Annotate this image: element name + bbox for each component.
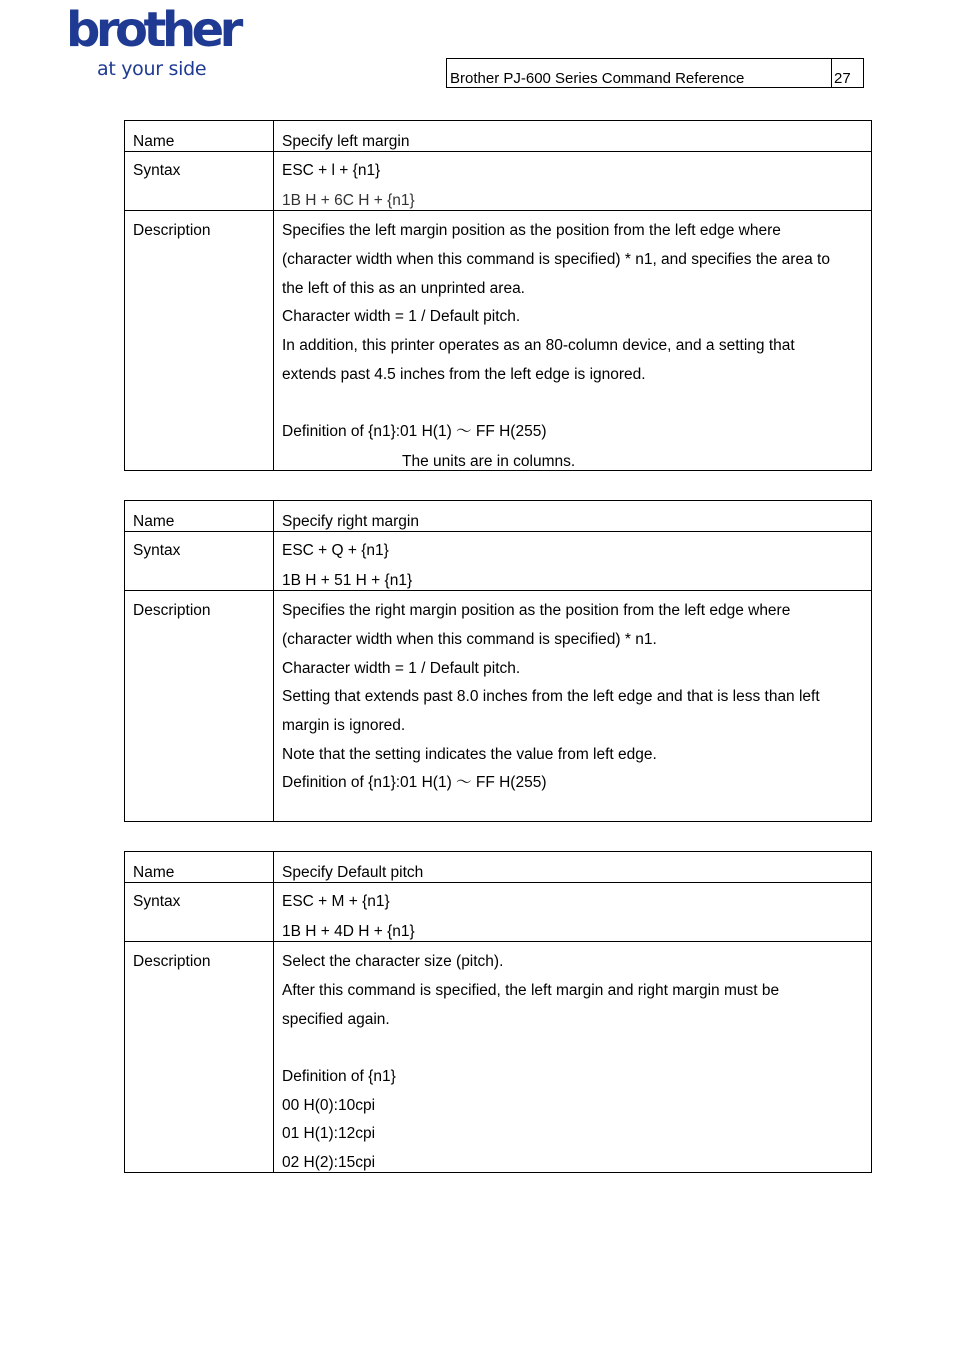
command-name: Specify Default pitch [282, 864, 424, 881]
description-label: Description [133, 602, 211, 619]
description-line: Definition of {n1}:01 H(1) ～ FF H(255) [282, 774, 547, 791]
header-divider [831, 59, 832, 87]
description-line: Note that the setting indicates the value from left edge. [282, 746, 657, 763]
description-line: extends past 4.5 inches from the left edge is ignored. [282, 366, 646, 383]
document-header [446, 58, 864, 88]
command-name: Specify left margin [282, 133, 410, 150]
column-divider [273, 121, 274, 470]
syntax-hex: 1B H + 51 H + {n1} [282, 572, 413, 589]
syntax-label: Syntax [133, 542, 181, 559]
description-line: The units are in columns. [402, 453, 576, 470]
description-line: 00 H(0):10cpi [282, 1097, 376, 1114]
name-label: Name [133, 133, 175, 150]
description-line: Specifies the left margin position as the position from the left edge where [282, 222, 781, 239]
row-divider [125, 590, 871, 591]
description-line: the left of this as an unprinted area. [282, 280, 525, 297]
syntax-label: Syntax [133, 893, 181, 910]
command-table-left-margin [124, 120, 872, 471]
syntax-esc: ESC + M + {n1} [282, 893, 390, 910]
row-divider [125, 210, 871, 211]
description-line: (character width when this command is specified) * n1, and specifies the area to [282, 251, 830, 268]
description-line: In addition, this printer operates as an 80-column device, and a setting that [282, 337, 795, 354]
description-line: Character width = 1 / Default pitch. [282, 308, 521, 325]
syntax-label: Syntax [133, 162, 181, 179]
description-line: Specifies the right margin position as the position from the left edge where [282, 602, 791, 619]
row-divider [125, 151, 871, 152]
description-line: Setting that extends past 8.0 inches from the left edge and that is less than left [282, 688, 820, 705]
name-label: Name [133, 513, 175, 530]
column-divider [273, 501, 274, 821]
command-name: Specify right margin [282, 513, 419, 530]
logo-wordmark: brother [66, 2, 239, 58]
syntax-esc: ESC + l + {n1} [282, 162, 381, 179]
description-line: specified again. [282, 1011, 390, 1028]
row-divider [125, 941, 871, 942]
syntax-esc: ESC + Q + {n1} [282, 542, 389, 559]
description-label: Description [133, 222, 211, 239]
description-line: (character width when this command is specified) * n1. [282, 631, 657, 648]
page-number: 27 [834, 70, 851, 87]
description-line: Definition of {n1}:01 H(1) ～ FF H(255) [282, 423, 547, 440]
description-line: Definition of {n1} [282, 1068, 396, 1085]
description-line: 02 H(2):15cpi [282, 1154, 376, 1171]
command-table-default-pitch [124, 851, 872, 1173]
description-line: Character width = 1 / Default pitch. [282, 660, 521, 677]
document-title: Brother PJ-600 Series Command Reference [450, 70, 745, 87]
description-line: 01 H(1):12cpi [282, 1125, 376, 1142]
column-divider [273, 852, 274, 1172]
name-label: Name [133, 864, 175, 881]
description-line: After this command is specified, the left margin and right margin must be [282, 982, 780, 999]
description-line: Select the character size (pitch). [282, 953, 504, 970]
command-table-right-margin [124, 500, 872, 822]
description-line: margin is ignored. [282, 717, 406, 734]
logo-tagline: at your side [97, 58, 207, 80]
syntax-hex: 1B H + 4D H + {n1} [282, 923, 415, 940]
row-divider [125, 531, 871, 532]
description-label: Description [133, 953, 211, 970]
syntax-hex: 1B H + 6C H + {n1} [282, 192, 415, 209]
brother-logo [66, 2, 239, 86]
row-divider [125, 882, 871, 883]
